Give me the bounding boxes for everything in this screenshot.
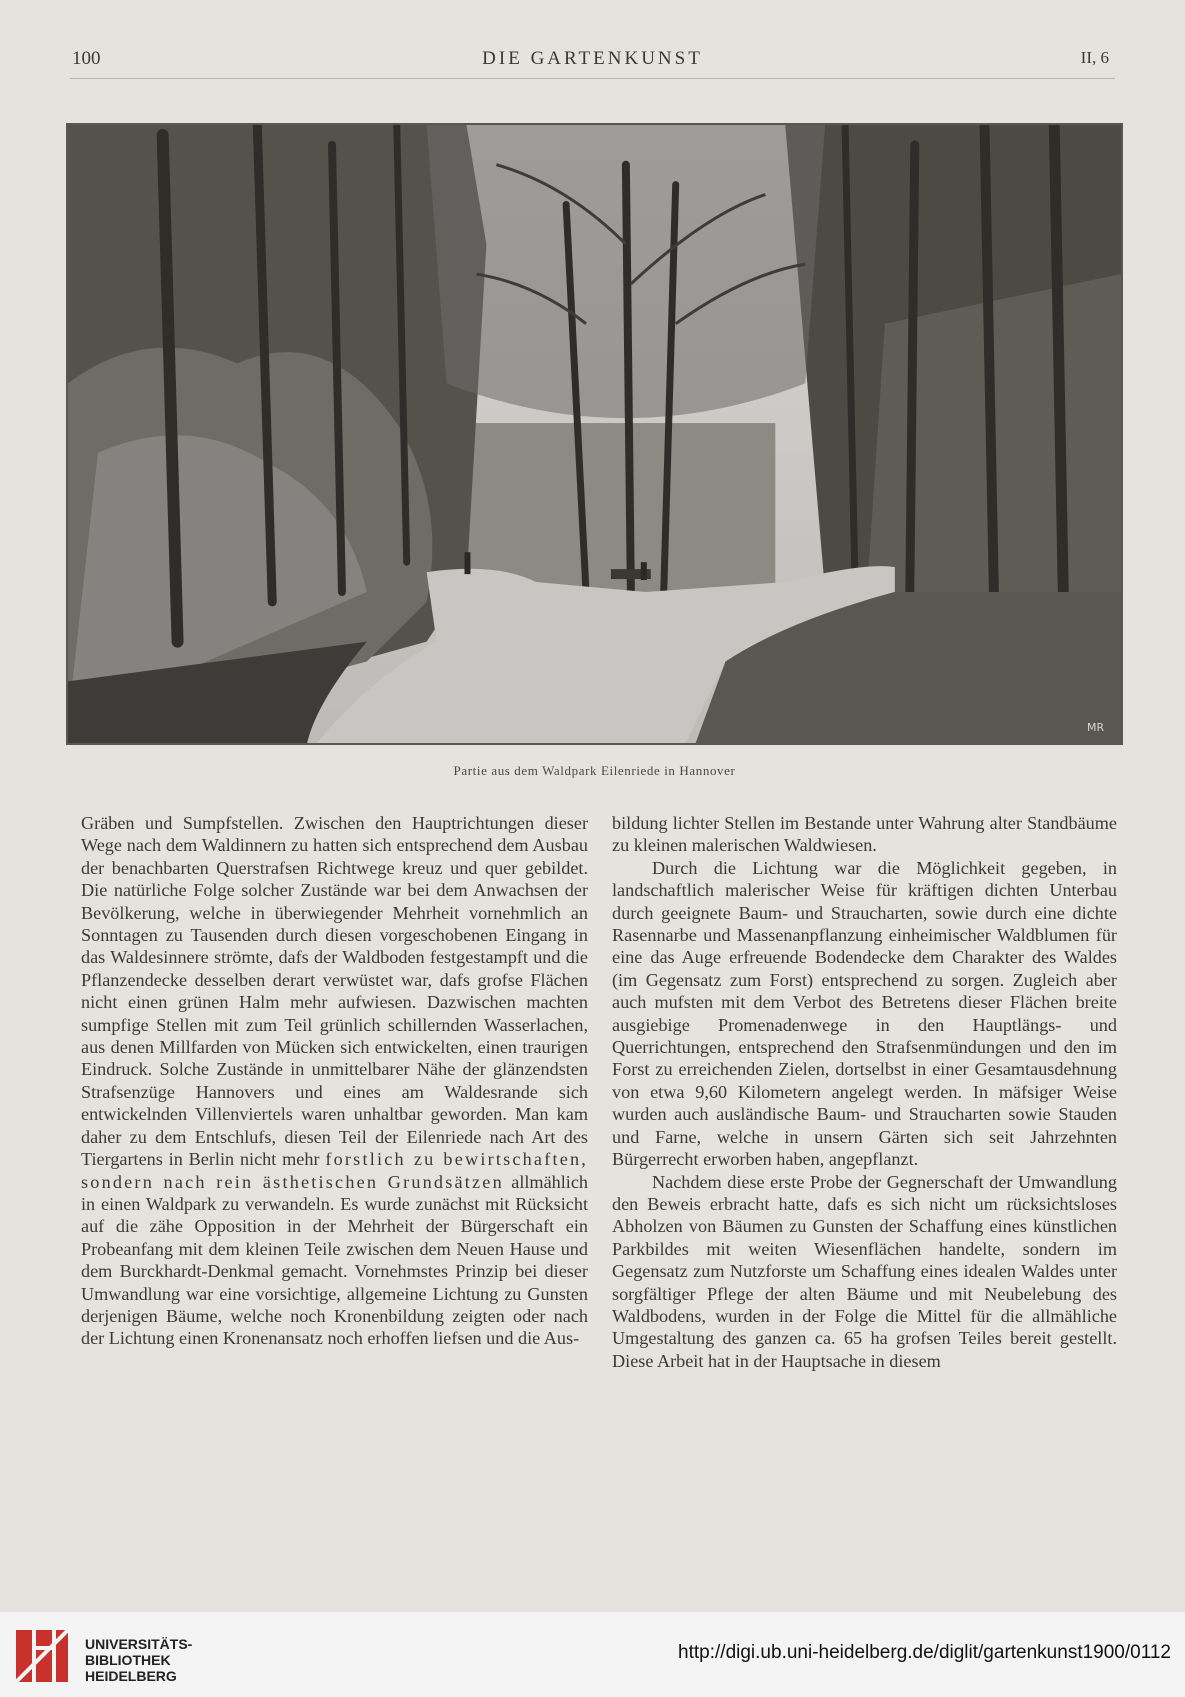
left-paragraph xyxy=(81,812,588,1350)
header-rule xyxy=(70,78,1115,79)
library-line-2: BIBLIOTHEK xyxy=(85,1652,171,1668)
photo-illustration xyxy=(68,125,1121,743)
left-text-spaced: forstlich zu bewirtschaften, sondern nach rein ästhetischen Grundsätzen xyxy=(81,1149,589,1192)
issue-number: II, 6 xyxy=(1080,48,1109,67)
digital-library-url[interactable]: http://digi.ub.uni-heidelberg.de/diglit/gartenkunst1900/0112 xyxy=(678,1642,1171,1663)
forest-photograph xyxy=(66,123,1123,745)
journal-title: DIE GARTENKUNST xyxy=(482,48,703,69)
running-header xyxy=(70,44,1115,74)
library-line-1: UNIVERSITÄTS- xyxy=(85,1636,193,1652)
library-footer xyxy=(0,1612,1185,1697)
right-column xyxy=(612,812,1117,1372)
photo-monogram: MR xyxy=(1086,721,1105,735)
left-column xyxy=(81,812,588,1350)
page-number: 100 xyxy=(72,48,101,69)
right-paragraph-3: Nachdem diese erste Probe der Gegnerschaft der Umwandlung den Beweis erbracht hatte, dafs es sich nicht um rücksichtsloses Abholzen von Bäumen zu Gunsten der Schaffung eines künstlichen Parkbildes mit weiten Wiesenflächen handelte, sondern im Gegensatz zum Nutzforste um Schaffung eines idealen Waldes unter sorgfältiger Pflege der alten Bäume und mit Neubelebung des Waldbodens, wurden in der Folge die Mittel für die allmähliche Umgestaltung des ganzen ca. 65 ha grofsen Teiles bereit gestellt. Diese Arbeit hat in der Hauptsache in diesem xyxy=(612,1171,1117,1371)
left-text-b: allmählich in einen Waldpark zu verwandeln. Es wurde zunächst mit Rücksicht auf die zähe Opposition in der Mehrheit der Bürgerschaft ein Probeanfang mit dem kleinen Teile zwischen dem Neuen Hause und dem Burckhardt-Denkmal gemacht. Vornehmstes Prinzip bei dieser Umwandlung war eine vorsichtige, allgemeine Lichtung zu Gunsten derjenigen Bäume, welche noch Kronenbildung zeigten oder nach der Lichtung einen Kronenansatz noch erhoffen liefsen und die Aus- xyxy=(81,1171,589,1349)
right-paragraph-1: bildung lichter Stellen im Bestande unter Wahrung alter Standbäume zu kleinen malerischen Waldwiesen. xyxy=(612,813,1117,856)
left-text-a: Gräben und Sumpfstellen. Zwischen den Hauptrichtungen dieser Wege nach dem Waldinnern zu hatten sich entsprechend dem Ausbau der benachbarten Querstrafsen Richtwege kreuz und quer gebildet. Die natürliche Folge solcher Zustände war bei dem Anwachsen der Bevölkerung, welche in überwiegender Mehrheit vornehmlich an Sonntagen zu Tausenden durch diesen vorgeschobenen Eingang in das Waldesinnere strömte, dafs der Waldboden festgestampft und die Pflanzendecke desselben derart verwüstet war, dafs grofse Flächen nicht einen grünen Halm mehr aufwiesen. Dazwischen machten sumpfige Stellen mit zum Teil grünlich schillernden Wasserlachen, aus denen Millfarden von Mücken sich entwickelten, einen traurigen Eindruck. Solche Zustände in unmittelbarer Nähe der glänzendsten Strafsenzüge Hannovers und eines am Waldesrande sich entwickelnden Villenviertels waren unhaltbar geworden. Man kam daher zu dem Entschlufs, diesen Teil der Eilenriede nach Art des Tiergartens in Berlin nicht mehr xyxy=(81,813,588,1170)
library-line-3: HEIDELBERG xyxy=(85,1668,177,1684)
library-name xyxy=(85,1636,192,1684)
figure-caption: Partie aus dem Waldpark Eilenriede in Hannover xyxy=(453,763,736,778)
right-paragraph-2: Durch die Lichtung war die Möglichkeit gegeben, in landschaftlich malerischer Weise für kräftigen dichten Unterbau durch geeignete Baum- und Straucharten, sowie durch eine dichte Rasennarbe und Massenanpflanzung einheimischer Waldblumen für eine das Auge erfreuende Bodendecke dem Charakter des Waldes (im Gegensatz zum Forst) entsprechend zu sorgen. Zugleich aber auch mufsten mit dem Verbot des Betretens dieser Flächen breite ausgiebige Promenadenwege in den Hauptlängs- und Querrichtungen, entsprechend den Strafsenmündungen und den im Forst zu erreichenden Zielen, dortselbst in einer Gesamtausdehnung von etwa 9,60 Kilometern angelegt werden. In mäfsiger Weise wurden auch ausländische Baum- und Straucharten sowie Stauden und Farne, welche in unsern Gärten sich seit Jahrzehnten Bürgerrecht erworben haben, angepflanzt. xyxy=(612,857,1117,1170)
university-library-logo-icon xyxy=(12,1626,72,1686)
